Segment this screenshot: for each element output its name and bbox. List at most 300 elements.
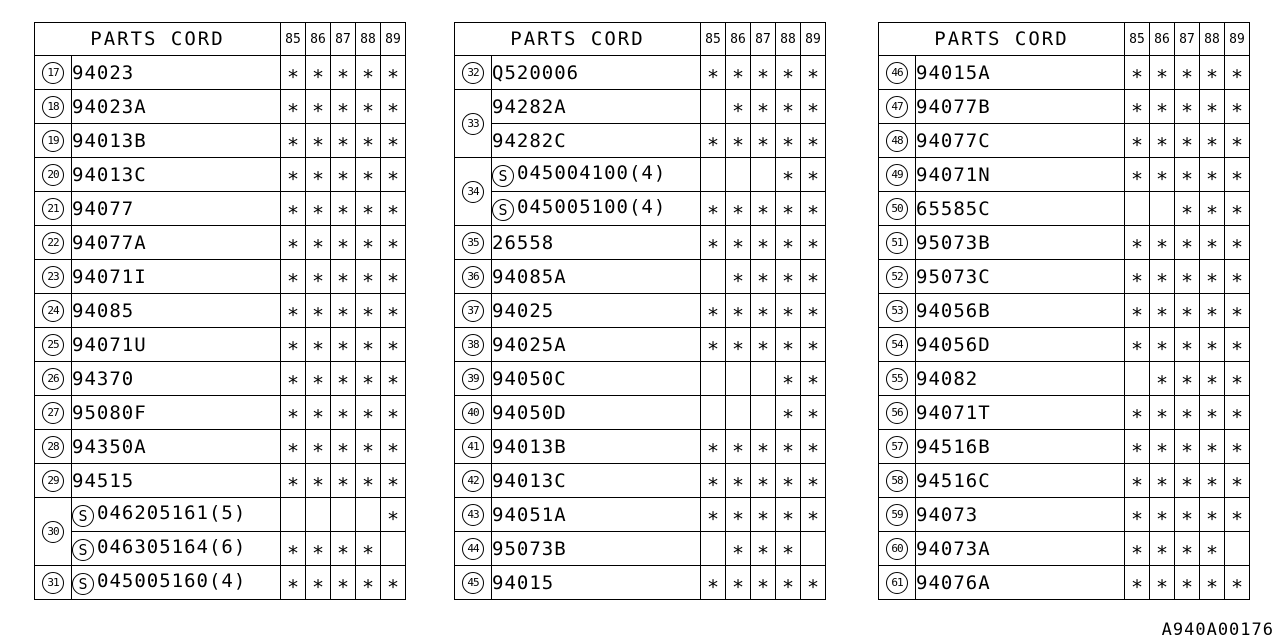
applicability-cell-88: ∗ [356,464,381,498]
item-number-circle: 53 [886,300,908,322]
applicability-cell-87: ∗ [331,430,356,464]
applicability-cell-88: ∗ [1200,430,1225,464]
applicability-cell-86 [726,396,751,430]
applicability-cell-87: ∗ [1175,56,1200,90]
part-number-cell [72,260,281,294]
applicability-cell-85 [701,90,726,124]
applicability-cell-88: ∗ [356,192,381,226]
applicability-cell-85: ∗ [281,158,306,192]
applicability-cell-89: ∗ [381,362,406,396]
part-number-cell [492,226,701,260]
applicability-cell-89: ∗ [381,260,406,294]
part-number: 94025 [492,299,555,322]
part-number-cell [72,90,281,124]
applicability-cell-85: ∗ [281,260,306,294]
applicability-cell-86: ∗ [726,192,751,226]
applicability-cell-87: ∗ [751,464,776,498]
item-number-circle: 36 [462,266,484,288]
item-number-circle: 55 [886,368,908,390]
applicability-cell-88: ∗ [356,396,381,430]
applicability-cell-85: ∗ [1125,328,1150,362]
item-number-cell [879,328,916,362]
applicability-cell-86: ∗ [726,566,751,600]
item-number-cell [35,294,72,328]
applicability-cell-85: ∗ [281,192,306,226]
applicability-cell-86: ∗ [1150,532,1175,566]
item-number-cell [455,498,492,532]
part-number: 94073A [916,537,991,560]
applicability-cell-85 [281,498,306,532]
part-number-cell [72,328,281,362]
applicability-cell-86: ∗ [306,566,331,600]
applicability-cell-89: ∗ [381,328,406,362]
year-digit: 85 [705,31,721,47]
applicability-cell-88: ∗ [776,464,801,498]
applicability-cell-85: ∗ [281,124,306,158]
item-number-cell [35,158,72,192]
applicability-cell-85: ∗ [1125,566,1150,600]
applicability-cell-88: ∗ [1200,90,1225,124]
table-row [35,56,406,90]
item-number-cell [455,56,492,90]
applicability-cell-88: ∗ [776,566,801,600]
year-header-86 [726,23,751,56]
table-row [879,294,1250,328]
applicability-cell-85 [701,158,726,192]
applicability-cell-89: ∗ [801,260,826,294]
header-row [455,23,826,56]
year-header-87 [1175,23,1200,56]
applicability-cell-86: ∗ [1150,328,1175,362]
applicability-cell-85: ∗ [1125,532,1150,566]
table-row [455,192,826,226]
part-number-cell [72,124,281,158]
part-number-cell [492,90,701,124]
part-number: 94050D [492,401,567,424]
standard-part-s-icon: S [72,539,94,561]
applicability-cell-85: ∗ [701,56,726,90]
applicability-cell-87: ∗ [1175,566,1200,600]
table-row [879,498,1250,532]
applicability-cell-86: ∗ [726,430,751,464]
applicability-cell-89: ∗ [381,158,406,192]
applicability-cell-87 [751,158,776,192]
applicability-cell-89: ∗ [381,566,406,600]
year-header-88 [776,23,801,56]
item-number-circle: 43 [462,504,484,526]
applicability-cell-86: ∗ [726,294,751,328]
parts-table-2 [454,22,826,600]
applicability-cell-87: ∗ [1175,532,1200,566]
applicability-cell-86: ∗ [726,328,751,362]
part-number: Q520006 [492,61,580,84]
part-number-cell [916,56,1125,90]
applicability-cell-89: ∗ [1225,56,1250,90]
applicability-cell-89: ∗ [801,294,826,328]
parts-cord-header: PARTS CORD [455,23,701,56]
applicability-cell-88: ∗ [776,192,801,226]
applicability-cell-87: ∗ [331,192,356,226]
applicability-cell-88: ∗ [1200,124,1225,158]
applicability-cell-88: ∗ [356,226,381,260]
applicability-cell-88: ∗ [776,56,801,90]
applicability-cell-88: ∗ [1200,260,1225,294]
table-row [879,260,1250,294]
item-number-circle: 42 [462,470,484,492]
item-number-cell [35,430,72,464]
item-number-cell [35,260,72,294]
applicability-cell-87: ∗ [331,566,356,600]
part-number: 94350A [72,435,147,458]
applicability-cell-88: ∗ [1200,56,1225,90]
item-number-circle: 22 [42,232,64,254]
applicability-cell-85: ∗ [281,328,306,362]
part-number: 95073C [916,265,991,288]
table-row [35,566,406,600]
part-number: 94071T [916,401,991,424]
part-number-cell [916,192,1125,226]
applicability-cell-88: ∗ [776,430,801,464]
applicability-cell-87: ∗ [331,226,356,260]
item-number-cell [879,464,916,498]
applicability-cell-86: ∗ [306,294,331,328]
applicability-cell-86: ∗ [726,56,751,90]
applicability-cell-89: ∗ [381,396,406,430]
applicability-cell-87: ∗ [331,158,356,192]
year-digit: 85 [285,31,301,47]
item-number-cell [879,124,916,158]
applicability-cell-87 [331,498,356,532]
table-row [35,532,406,566]
applicability-cell-89: ∗ [801,56,826,90]
applicability-cell-89: ∗ [1225,430,1250,464]
item-number-circle: 32 [462,62,484,84]
applicability-cell-87: ∗ [751,498,776,532]
item-number-circle: 44 [462,538,484,560]
applicability-cell-88: ∗ [356,362,381,396]
year-digit: 86 [730,31,746,47]
item-number-cell [879,294,916,328]
applicability-cell-89: ∗ [801,124,826,158]
applicability-cell-88: ∗ [356,328,381,362]
part-number: 94015 [492,571,555,594]
table-row [455,362,826,396]
part-number: 94071I [72,265,147,288]
applicability-cell-88: ∗ [776,362,801,396]
part-number-cell [492,566,701,600]
table-row [879,566,1250,600]
applicability-cell-86 [726,158,751,192]
part-number-cell [72,498,281,532]
applicability-cell-86: ∗ [306,362,331,396]
applicability-cell-88: ∗ [776,124,801,158]
applicability-cell-85: ∗ [701,192,726,226]
applicability-cell-86: ∗ [306,396,331,430]
part-number: 94077B [916,95,991,118]
year-digit: 88 [780,31,796,47]
part-number: 94056B [916,299,991,322]
part-number: 94077A [72,231,147,254]
item-number-circle: 33 [462,113,484,135]
part-number-cell [916,158,1125,192]
applicability-cell-89 [801,532,826,566]
part-number: 94085A [492,265,567,288]
item-number-circle: 38 [462,334,484,356]
standard-part-s-icon: S [72,573,94,595]
applicability-cell-86: ∗ [306,532,331,566]
applicability-cell-85: ∗ [281,226,306,260]
applicability-cell-88: ∗ [776,498,801,532]
applicability-cell-85: ∗ [701,124,726,158]
item-number-circle: 34 [462,181,484,203]
table-row [35,124,406,158]
item-number-circle: 50 [886,198,908,220]
item-number-circle: 18 [42,96,64,118]
item-number-circle: 29 [42,470,64,492]
applicability-cell-85: ∗ [1125,158,1150,192]
applicability-cell-89: ∗ [381,464,406,498]
item-number-cell [879,498,916,532]
table-row [455,396,826,430]
part-number-cell [72,294,281,328]
part-number-cell [492,498,701,532]
item-number-cell [879,158,916,192]
part-number-cell [492,362,701,396]
part-number: 94282A [492,95,567,118]
part-number-cell [492,294,701,328]
applicability-cell-86: ∗ [1150,464,1175,498]
applicability-cell-89: ∗ [381,124,406,158]
part-number-cell [72,430,281,464]
applicability-cell-88: ∗ [776,226,801,260]
table-row [455,566,826,600]
applicability-cell-85: ∗ [701,430,726,464]
applicability-cell-89: ∗ [1225,226,1250,260]
applicability-cell-85: ∗ [281,90,306,124]
table-row [35,464,406,498]
part-number-cell [492,532,701,566]
applicability-cell-85: ∗ [701,294,726,328]
item-number-circle: 49 [886,164,908,186]
year-digit: 89 [385,31,401,47]
applicability-cell-87: ∗ [1175,362,1200,396]
applicability-cell-86: ∗ [726,464,751,498]
applicability-cell-88: ∗ [1200,532,1225,566]
applicability-cell-89: ∗ [801,328,826,362]
applicability-cell-86: ∗ [1150,566,1175,600]
item-number-circle: 58 [886,470,908,492]
applicability-cell-87: ∗ [1175,328,1200,362]
table-row [455,328,826,362]
applicability-cell-89: ∗ [1225,464,1250,498]
part-number: 045004100(4) [517,162,667,184]
applicability-cell-86: ∗ [1150,56,1175,90]
item-number-circle: 56 [886,402,908,424]
year-digit: 87 [1179,31,1195,47]
item-number-circle: 39 [462,368,484,390]
applicability-cell-87: ∗ [751,124,776,158]
table-row [455,90,826,124]
part-number-cell [492,124,701,158]
item-number-cell [35,362,72,396]
item-number-cell [879,430,916,464]
year-header-85 [281,23,306,56]
applicability-cell-88 [356,498,381,532]
part-number-cell [916,566,1125,600]
applicability-cell-87: ∗ [751,532,776,566]
applicability-cell-86: ∗ [306,56,331,90]
part-number: 94071N [916,163,991,186]
table-row [455,498,826,532]
table-row [879,396,1250,430]
item-number-circle: 51 [886,232,908,254]
item-number-cell [35,192,72,226]
year-header-89 [801,23,826,56]
applicability-cell-89: ∗ [381,226,406,260]
applicability-cell-86: ∗ [306,124,331,158]
applicability-cell-85: ∗ [281,396,306,430]
part-number-cell [72,362,281,396]
item-number-circle: 35 [462,232,484,254]
applicability-cell-89: ∗ [1225,294,1250,328]
applicability-cell-87: ∗ [1175,260,1200,294]
item-number-cell [455,328,492,362]
applicability-cell-86: ∗ [1150,294,1175,328]
applicability-cell-89: ∗ [801,158,826,192]
item-number-circle: 59 [886,504,908,526]
applicability-cell-85 [701,260,726,294]
applicability-cell-85 [701,532,726,566]
item-number-circle: 57 [886,436,908,458]
item-number-circle: 20 [42,164,64,186]
applicability-cell-89: ∗ [381,90,406,124]
applicability-cell-85: ∗ [1125,90,1150,124]
applicability-cell-85 [701,362,726,396]
part-number: 94077C [916,129,991,152]
applicability-cell-86: ∗ [726,226,751,260]
table-row [879,158,1250,192]
item-number-cell [35,226,72,260]
part-number: 94013B [72,129,147,152]
part-number-cell [72,464,281,498]
item-number-circle: 30 [42,521,64,543]
applicability-cell-87: ∗ [751,90,776,124]
applicability-cell-89: ∗ [801,566,826,600]
applicability-cell-88: ∗ [776,90,801,124]
applicability-cell-85: ∗ [1125,430,1150,464]
applicability-cell-87: ∗ [751,430,776,464]
part-number: 94071U [72,333,147,356]
item-number-circle: 27 [42,402,64,424]
applicability-cell-85: ∗ [1125,498,1150,532]
part-number-cell [916,362,1125,396]
item-number-circle: 52 [886,266,908,288]
part-number-cell [72,396,281,430]
table-row [879,90,1250,124]
item-number-cell [455,362,492,396]
applicability-cell-87: ∗ [751,566,776,600]
applicability-cell-85 [701,396,726,430]
table-row [879,56,1250,90]
item-number-cell [35,498,72,566]
table-row [35,294,406,328]
standard-part-s-icon: S [492,199,514,221]
table-row [455,532,826,566]
parts-table-1 [34,22,406,600]
item-number-circle: 37 [462,300,484,322]
applicability-cell-87 [751,362,776,396]
applicability-cell-89: ∗ [801,362,826,396]
table-row [879,430,1250,464]
applicability-cell-88: ∗ [356,124,381,158]
item-number-cell [35,124,72,158]
table-row [35,192,406,226]
applicability-cell-88: ∗ [356,566,381,600]
applicability-cell-88: ∗ [1200,396,1225,430]
applicability-cell-87: ∗ [1175,226,1200,260]
year-digit: 85 [1129,31,1145,47]
applicability-cell-87: ∗ [751,192,776,226]
applicability-cell-88: ∗ [1200,362,1225,396]
applicability-cell-87: ∗ [1175,396,1200,430]
applicability-cell-88: ∗ [1200,294,1225,328]
applicability-cell-89: ∗ [801,430,826,464]
applicability-cell-89: ∗ [381,294,406,328]
applicability-cell-86: ∗ [1150,396,1175,430]
applicability-cell-85: ∗ [1125,260,1150,294]
applicability-cell-89: ∗ [1225,90,1250,124]
applicability-cell-86: ∗ [1150,124,1175,158]
applicability-cell-87: ∗ [331,90,356,124]
applicability-cell-86: ∗ [726,260,751,294]
item-number-cell [879,192,916,226]
applicability-cell-87: ∗ [331,396,356,430]
applicability-cell-85: ∗ [701,226,726,260]
table-row [35,90,406,124]
applicability-cell-85: ∗ [701,498,726,532]
applicability-cell-88: ∗ [776,294,801,328]
item-number-circle: 47 [886,96,908,118]
part-number: 94015A [916,61,991,84]
table-row [455,294,826,328]
applicability-cell-86: ∗ [306,260,331,294]
applicability-cell-89: ∗ [801,396,826,430]
applicability-cell-86: ∗ [1150,260,1175,294]
applicability-cell-86: ∗ [726,498,751,532]
part-number: 94023 [72,61,135,84]
applicability-cell-85: ∗ [701,464,726,498]
part-number-cell [492,158,701,192]
year-header-89 [381,23,406,56]
part-number: 94076A [916,571,991,594]
applicability-cell-86 [726,362,751,396]
part-number: 94282C [492,129,567,152]
applicability-cell-87: ∗ [1175,498,1200,532]
part-number-cell [72,158,281,192]
applicability-cell-89: ∗ [1225,158,1250,192]
part-number: 045005100(4) [517,196,667,218]
applicability-cell-86: ∗ [1150,498,1175,532]
applicability-cell-87: ∗ [1175,294,1200,328]
part-number: 94050C [492,367,567,390]
applicability-cell-86: ∗ [726,90,751,124]
part-number: 94013C [72,163,147,186]
item-number-circle: 31 [42,572,64,594]
item-number-cell [879,56,916,90]
applicability-cell-88: ∗ [1200,158,1225,192]
year-header-88 [356,23,381,56]
part-number: 94515 [72,469,135,492]
